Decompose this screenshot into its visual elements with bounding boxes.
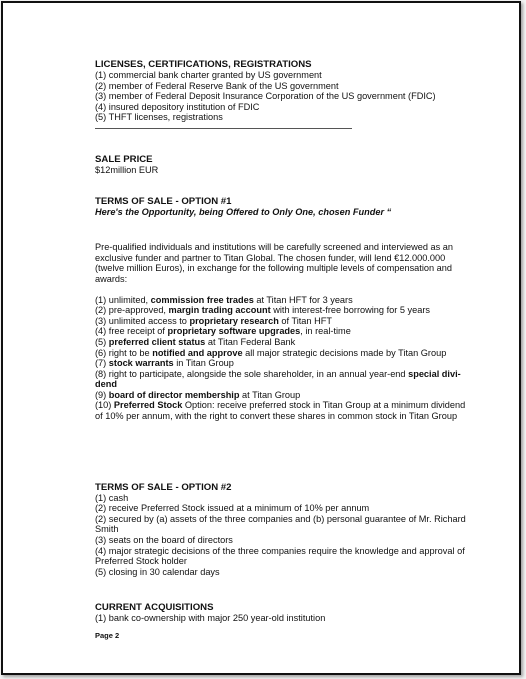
document-page bbox=[1, 1, 521, 675]
list-item: (2) receive Preferred Stock issued at a minimum of 10% per annum bbox=[95, 503, 370, 514]
acquisitions-heading: CURRENT ACQUISITIONS bbox=[95, 602, 214, 614]
sale-price-section bbox=[95, 154, 475, 176]
list-item: (1) unlimited, commission free trades at Titan HFT for 3 years bbox=[95, 294, 353, 305]
option2-heading: TERMS OF SALE - OPTION #2 bbox=[95, 481, 232, 493]
list-item: (3) unlimited access to proprietary research of Titan HFT bbox=[95, 315, 332, 326]
license-item: (3) member of Federal Deposit Insurance Corporation of the US government (FDIC) bbox=[95, 91, 436, 102]
license-item: (4) insured depository institution of FDIC bbox=[95, 101, 260, 112]
list-item: (8) right to participate, alongside the sole shareholder, in an annual year-end special divi-dend bbox=[95, 368, 461, 390]
licenses-heading: LICENSES, CERTIFICATIONS, REGISTRATIONS bbox=[95, 59, 312, 70]
list-item: (4) major strategic decisions of the three companies require the knowledge and approval of Preferred Stock holder bbox=[95, 545, 465, 567]
license-item: (2) member of Federal Reserve Bank of the US government bbox=[95, 80, 339, 91]
list-item: (1) bank co-ownership with major 250 year-old institution bbox=[95, 613, 326, 624]
section-divider bbox=[95, 128, 352, 129]
list-item: (10) Preferred Stock Option: receive preferred stock in Titan Group at a minimum dividend of 10% per annum, with the right to convert these shares in common stock in Titan Group bbox=[95, 400, 466, 422]
list-item: (5) preferred client status at Titan Federal Bank bbox=[95, 336, 296, 347]
license-item: (5) THFT licenses, registrations bbox=[95, 112, 223, 123]
sale-price-value: $12million EUR bbox=[95, 164, 159, 175]
list-item: (2) secured by (a) assets of the three companies and (b) personal guarantee of Mr. Richard Smith bbox=[95, 513, 466, 535]
list-item: (6) right to be notified and approve all major strategic decisions made by Titan Group bbox=[95, 347, 447, 358]
list-item: (5) closing in 30 calendar days bbox=[95, 566, 220, 577]
option1-heading: TERMS OF SALE - OPTION #1 bbox=[95, 195, 232, 207]
license-item: (1) commercial bank charter granted by US government bbox=[95, 70, 322, 80]
acquisitions-section bbox=[95, 602, 475, 624]
list-item: (1) cash bbox=[95, 492, 129, 503]
list-item: (3) seats on the board of directors bbox=[95, 535, 233, 546]
list-item: (2) pre-approved, margin trading account with interest-free borrowing for 5 years bbox=[95, 305, 430, 316]
option1-subheading: Here's the Opportunity, being Offered to Only One, chosen Funder “ bbox=[95, 206, 392, 217]
page-number: Page 2 bbox=[95, 631, 120, 640]
option2-section bbox=[95, 482, 475, 578]
list-item: (4) free receipt of proprietary software upgrades, in real-time bbox=[95, 326, 351, 337]
licenses-section bbox=[95, 59, 475, 129]
list-item: (9) board of director membership at Titan Group bbox=[95, 389, 301, 400]
option1-intro: Pre-qualified individuals and institutions will be carefully screened and interviewed as an exclusive funder and partner to Titan Global. The chosen funder, will lend €12.000.000 (twelve million Euros), in exchange for the following multiple levels of compensation and awards: bbox=[95, 242, 454, 284]
option1-section bbox=[95, 196, 475, 422]
list-item: (7) stock warrants in Titan Group bbox=[95, 358, 234, 369]
page-content bbox=[95, 59, 475, 624]
sale-price-heading: SALE PRICE bbox=[95, 153, 153, 165]
option1-list bbox=[95, 295, 475, 422]
